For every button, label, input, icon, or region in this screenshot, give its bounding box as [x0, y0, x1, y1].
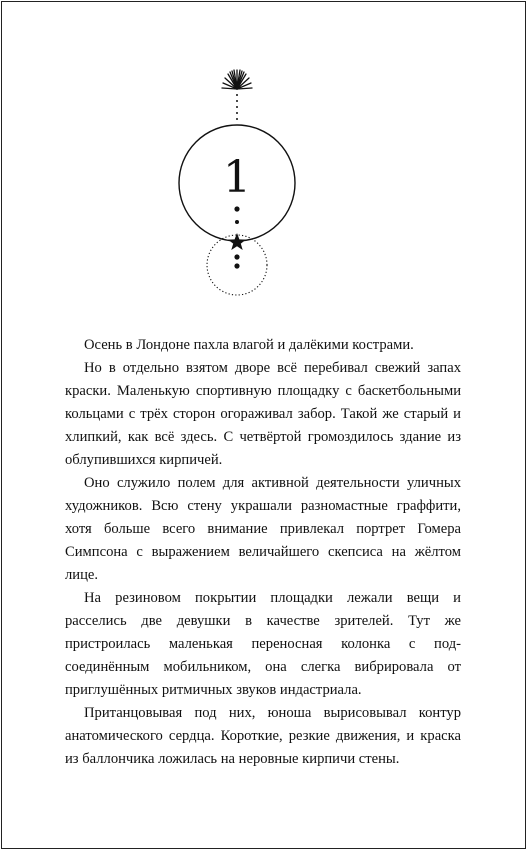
body-text: [65, 334, 461, 771]
sunburst-icon: [222, 70, 252, 89]
paragraph: Оно служило полем для активной деятельности уличных художников. Всю стену украшали разномастные граффити, хотя больше всего внимание привлекал портрет Гомера Симпсона с выражением величайшего скепсиса на жёлтом лице.: [65, 475, 461, 583]
paragraph: Пританцовывая под них, юноша вырисовывал контур анатомического сердца. Короткие, резкие движения, и краска из баллончика ложилась на неровные кирпичи стены.: [65, 705, 461, 767]
moon-dots-icon: [234, 254, 239, 268]
chapter-ornament: [0, 0, 529, 320]
paragraph: Но в отдельно взятом дворе всё перебивал свежий запах краски. Маленькую спортивную площадку с баскетбольными кольцами с трёх сторон огораживал забор. Такой же старый и хлипкий, как всё здесь. С четвёртой громоздилось здание из облупившихся кирпичей.: [65, 360, 461, 468]
chapter-number: 1: [223, 152, 251, 203]
dotted-line-icon: [236, 94, 238, 120]
dots-icon: [234, 206, 239, 224]
paragraph: Осень в Лондоне пахла влагой и далёкими кострами.: [84, 337, 414, 353]
star-icon: [228, 233, 246, 250]
crescent-moon-icon: [212, 250, 262, 275]
paragraph: На резиновом покрытии площадки лежали вещи и расселись две девушки в качестве зрителей. Тут же пристроилась маленькая переносная колонка с подсоединённым мобильником, она слегка вибрировала от приглушённых ритмичных звуков индастриала.: [65, 590, 461, 698]
